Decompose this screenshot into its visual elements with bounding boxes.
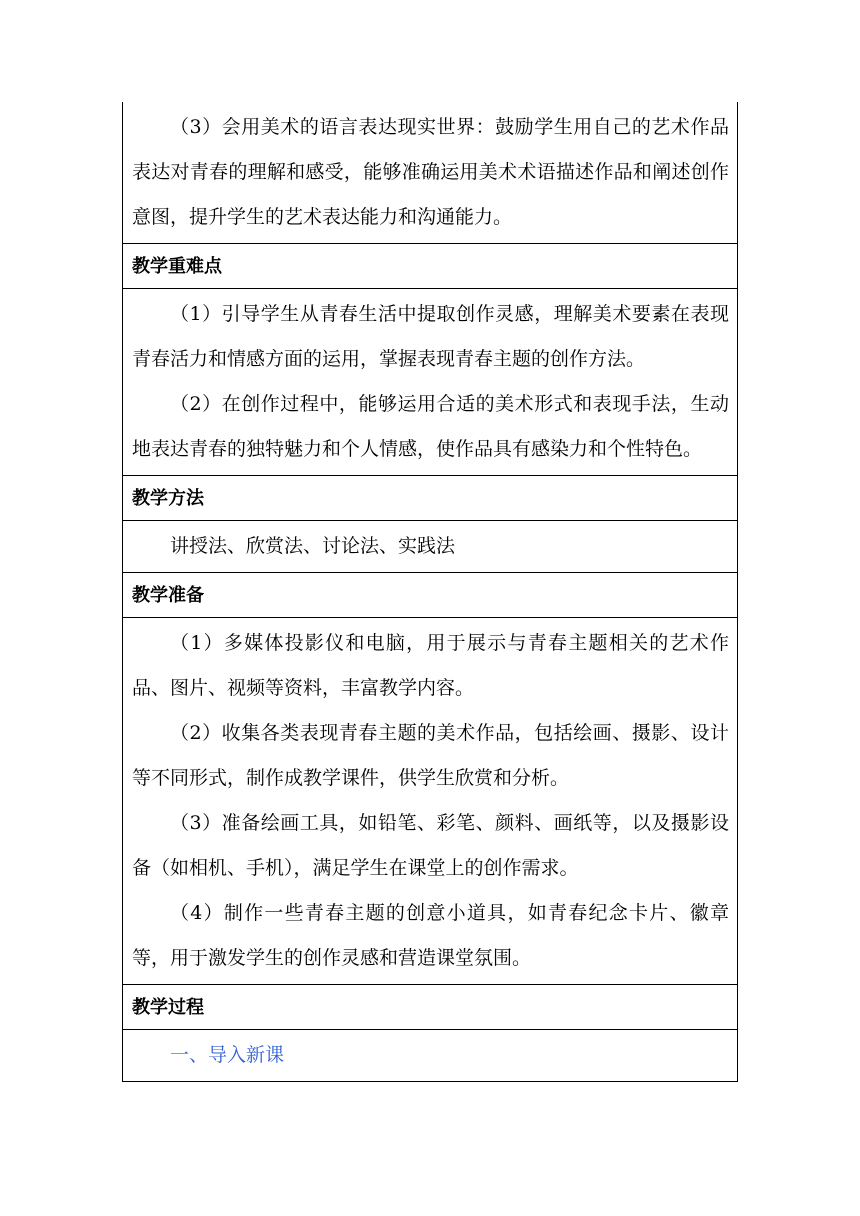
preparation-paragraph-3: （3）准备绘画工具，如铅笔、彩笔、颜料、画纸等，以及摄影设备（如相机、手机），满足学生在课堂上的创作需求。 bbox=[132, 812, 729, 879]
methods-cell bbox=[123, 521, 737, 573]
key-points-cell bbox=[123, 289, 737, 476]
process-heading: 教学过程 bbox=[123, 985, 737, 1030]
preparation-paragraph-2: （2）收集各类表现青春主题的美术作品，包括绘画、摄影、设计等不同形式，制作成教学课件，供学生欣赏和分析。 bbox=[132, 722, 729, 789]
key-point-paragraph-1: （1）引导学生从青春生活中提取创作灵感，理解美术要素在表现青春活力和情感方面的运用，掌握表现青春主题的创作方法。 bbox=[132, 303, 729, 370]
methods-heading: 教学方法 bbox=[123, 476, 737, 521]
methods-text: 讲授法、欣赏法、讨论法、实践法 bbox=[170, 535, 456, 557]
process-cell bbox=[123, 1030, 737, 1082]
preparation-paragraph-1: （1）多媒体投影仪和电脑，用于展示与青春主题相关的艺术作品、图片、视频等资料，丰富教学内容。 bbox=[132, 632, 729, 699]
preparation-heading: 教学准备 bbox=[123, 573, 737, 618]
objective-tail-cell bbox=[123, 102, 737, 244]
lesson-plan-table bbox=[122, 102, 738, 1082]
preparation-cell bbox=[123, 618, 737, 985]
key-points-heading: 教学重难点 bbox=[123, 244, 737, 289]
preparation-paragraph-4: （4）制作一些青春主题的创意小道具，如青春纪念卡片、徽章等，用于激发学生的创作灵感和营造课堂氛围。 bbox=[132, 902, 729, 969]
key-point-paragraph-2: （2）在创作过程中，能够运用合适的美术形式和表现手法，生动地表达青春的独特魅力和个人情感，使作品具有感染力和个性特色。 bbox=[132, 393, 729, 460]
objective-paragraph-3: （3）会用美术的语言表达现实世界：鼓励学生用自己的艺术作品表达对青春的理解和感受，能够准确运用美术术语描述作品和阐述创作意图，提升学生的艺术表达能力和沟通能力。 bbox=[132, 116, 729, 228]
process-step-1: 一、导入新课 bbox=[170, 1044, 285, 1066]
